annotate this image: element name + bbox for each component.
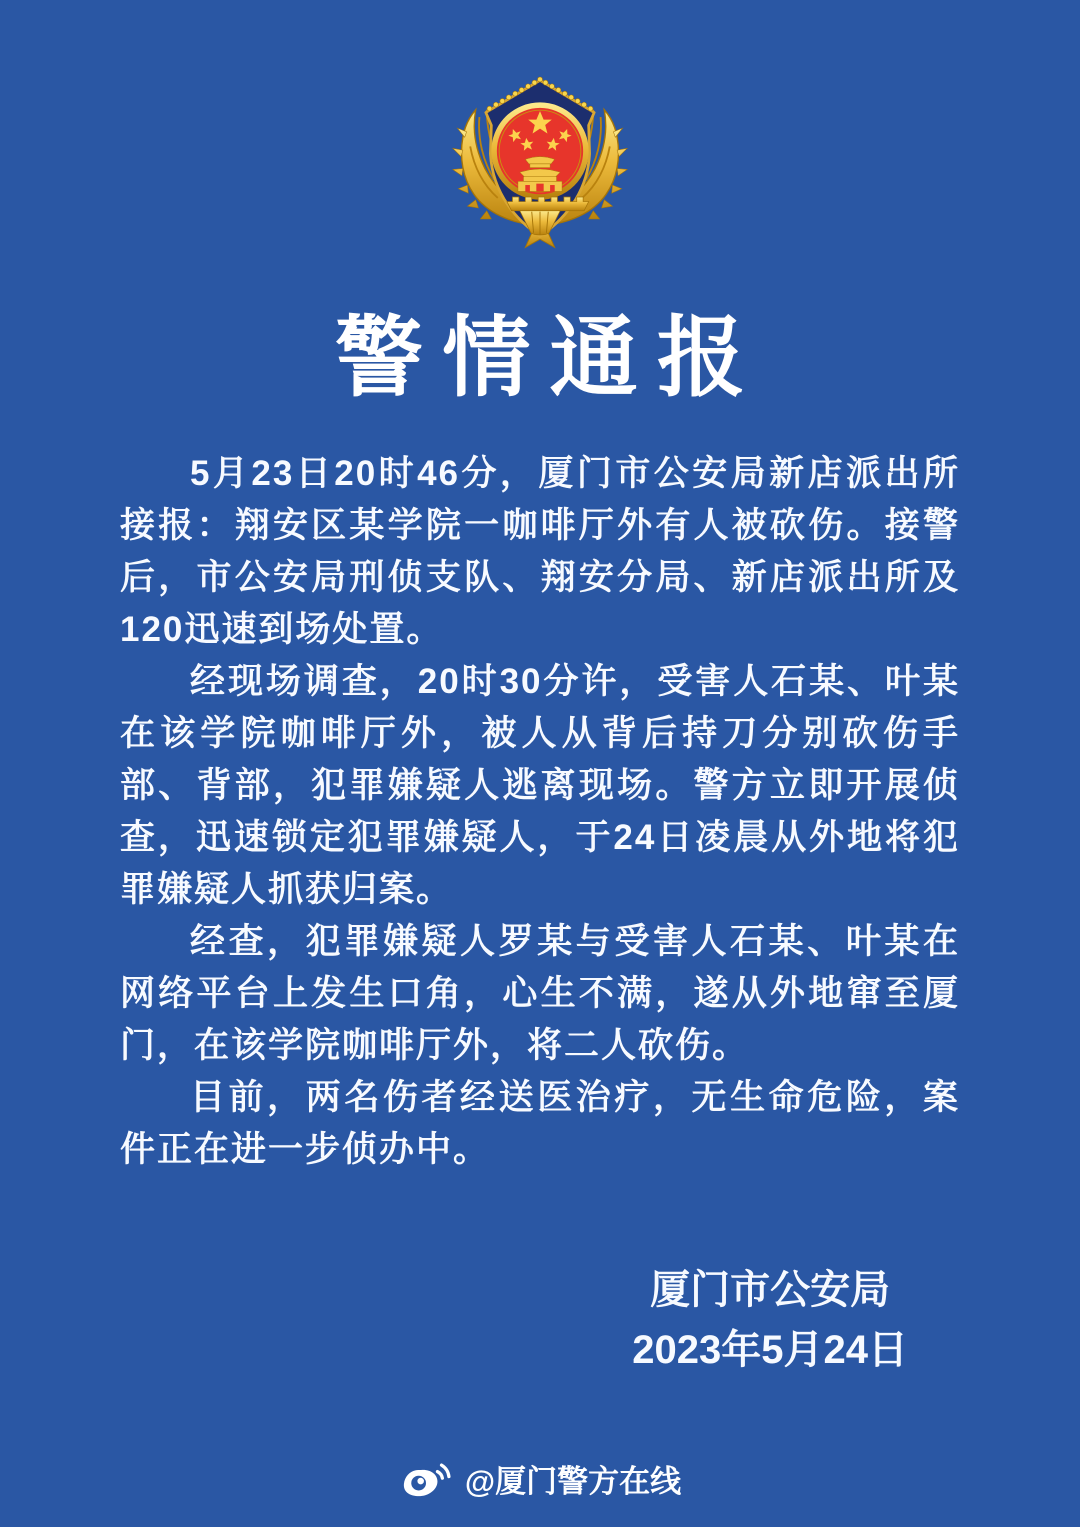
emblem-container — [0, 62, 1080, 264]
weibo-handle: @厦门警方在线 — [464, 1464, 682, 1499]
notice-paragraph: 5月23日20时46分，厦门市公安局新店派出所接报：翔安区某学院一咖啡厅外有人被砍伤。接警后，市公安局刑侦支队、翔安分局、新店派出所及120迅速到场处置。 — [120, 454, 960, 649]
notice-paragraph: 经现场调查，20时30分许，受害人石某、叶某在该学院咖啡厅外，被人从背后持刀分别砍伤手部、背部，犯罪嫌疑人逃离现场。警方立即开展侦查，迅速锁定犯罪嫌疑人，于24日凌晨从外地将犯罪嫌疑人抓获归案。 — [120, 662, 960, 909]
weibo-icon — [399, 1458, 453, 1500]
page-title: 警情通报 — [334, 308, 765, 407]
notice-paragraph: 目前，两名伤者经送医治疗，无生命危险，案件正在进一步侦办中。 — [120, 1078, 960, 1169]
signature-date: 2023年5月24日 — [632, 1328, 908, 1372]
police-badge-icon — [439, 62, 641, 264]
notice-body — [0, 448, 1080, 1176]
signature-block — [632, 1260, 908, 1380]
signature-agency: 厦门市公安局 — [650, 1268, 891, 1312]
notice-paragraph: 经查，犯罪嫌疑人罗某与受害人石某、叶某在网络平台上发生口角，心生不满，遂从外地窜至厦门，在该学院咖啡厅外，将二人砍伤。 — [120, 922, 960, 1065]
footer-watermark — [0, 1456, 1080, 1501]
